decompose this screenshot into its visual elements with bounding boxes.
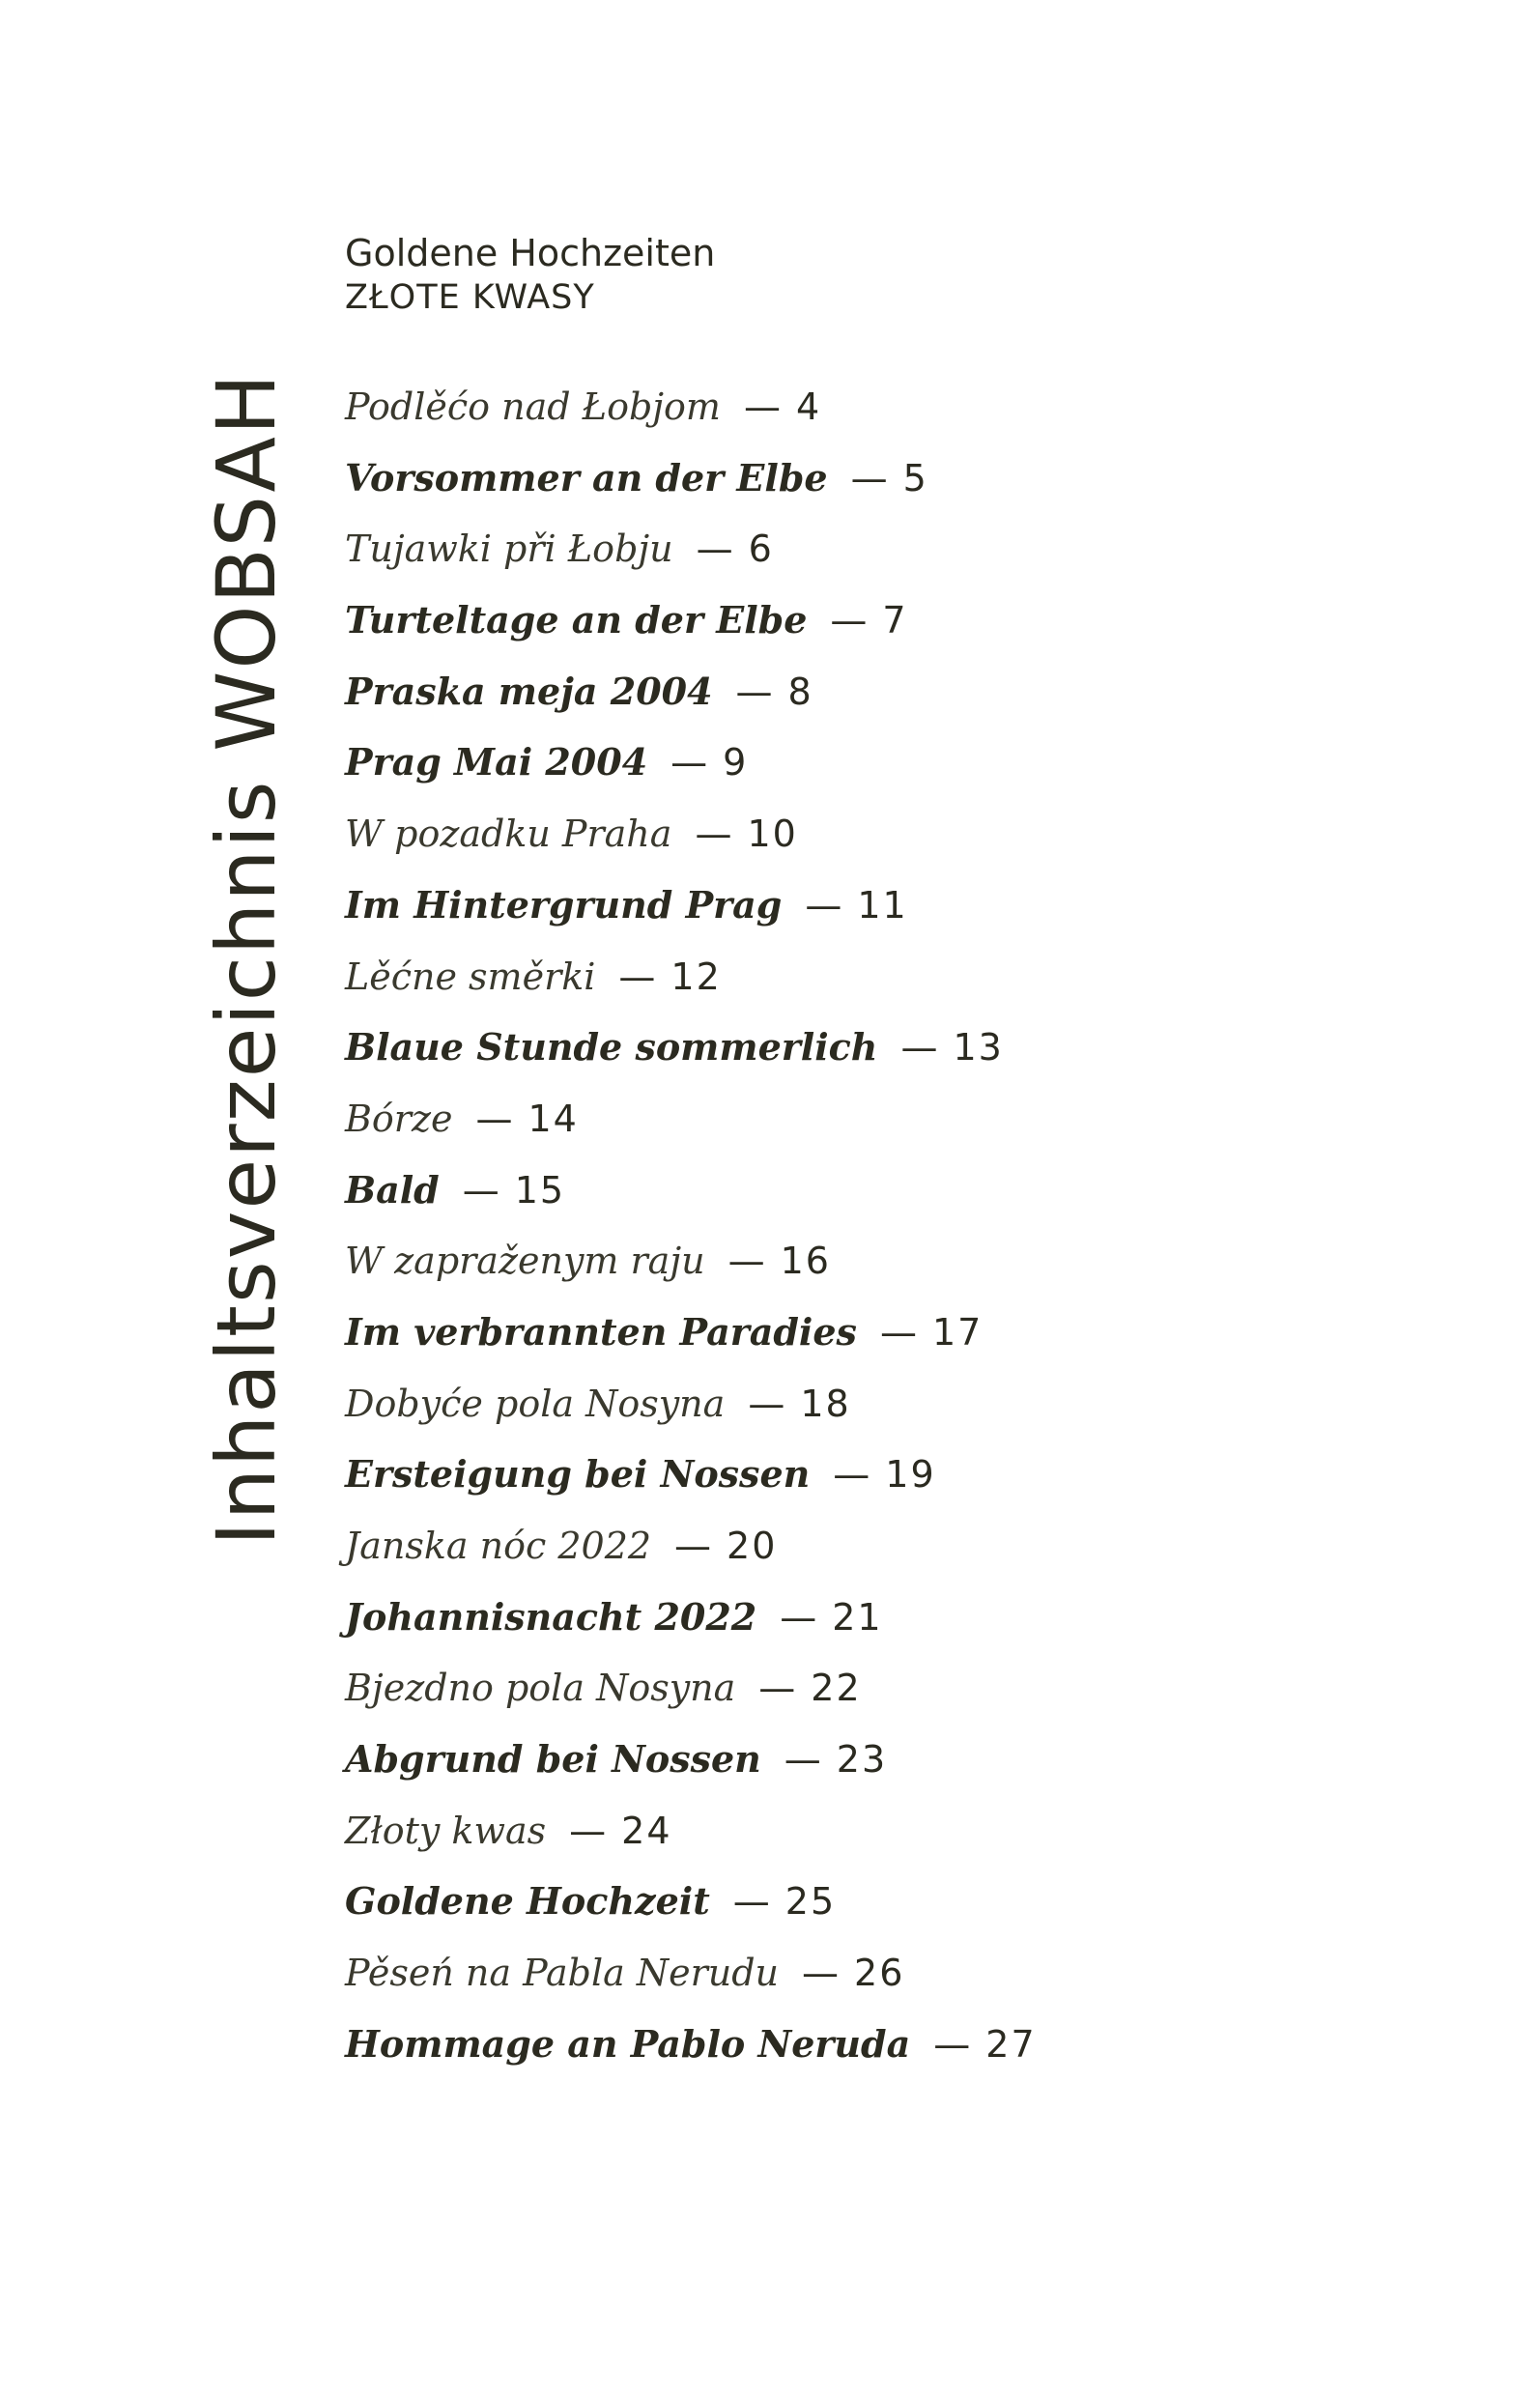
toc-entry-page-number: 18: [800, 1382, 851, 1425]
toc-entry-title: Goldene Hochzeit: [345, 1879, 710, 1924]
toc-entry-separator: —: [695, 813, 732, 856]
toc-entry-title: W zapraženym raju: [345, 1240, 705, 1283]
toc-entry[interactable]: [345, 452, 1037, 524]
toc-entry-separator: —: [475, 1097, 513, 1140]
toc-entry-page-number: 11: [857, 883, 908, 927]
toc-entry-title: Bórze: [345, 1097, 453, 1140]
toc-entry[interactable]: [345, 1805, 1037, 1876]
header-title-german: Goldene Hochzeiten: [345, 232, 716, 274]
toc-entry[interactable]: [345, 1164, 1037, 1236]
toc-entry-separator: —: [784, 1738, 821, 1782]
toc-entry-page-number: 25: [784, 1880, 837, 1924]
toc-entry[interactable]: [345, 879, 1037, 951]
toc-entry-separator: —: [462, 1168, 499, 1212]
toc-entry-page-number: 7: [882, 599, 908, 642]
toc-entry-separator: —: [805, 883, 842, 927]
toc-entry-separator: —: [618, 955, 656, 998]
toc-entry-title: Tujawki při Łobju: [345, 528, 673, 571]
toc-entry-separator: —: [569, 1809, 607, 1852]
toc-entry[interactable]: [345, 1947, 1037, 2018]
toc-entry-title: Pěseń na Pabla Nerudu: [345, 1952, 780, 1995]
toc-entry-page-number: 4: [795, 385, 822, 428]
toc-entry-title: Vorsommer an der Elbe: [345, 455, 828, 499]
toc-entry-page-number: 27: [985, 2022, 1037, 2066]
toc-entry-title: Abgrund bei Nossen: [345, 1737, 761, 1782]
toc-entry-separator: —: [802, 1952, 840, 1995]
toc-entry[interactable]: [345, 523, 1037, 594]
toc-entry-title: Blaue Stunde sommerlich: [345, 1025, 878, 1070]
table-of-contents: [345, 381, 1037, 2090]
toc-entry-separator: —: [727, 1240, 765, 1283]
toc-entry[interactable]: [345, 1093, 1037, 1164]
toc-entry-separator: —: [780, 1595, 817, 1639]
toc-entry-page-number: 23: [836, 1738, 888, 1782]
toc-entry[interactable]: [345, 1235, 1037, 1306]
toc-entry-title: Podlěćo nad Łobjom: [345, 385, 721, 428]
toc-entry-separator: —: [758, 1667, 796, 1710]
toc-entry[interactable]: [345, 1875, 1037, 1947]
toc-entry-separator: —: [674, 1525, 712, 1567]
toc-entry[interactable]: [345, 2018, 1037, 2090]
toc-entry-separator: —: [696, 528, 733, 571]
toc-entry-title: Turteltage an der Elbe: [345, 598, 808, 642]
toc-entry[interactable]: [345, 1520, 1037, 1591]
toc-entry-page-number: 24: [621, 1809, 672, 1852]
toc-entry-title: Złoty kwas: [345, 1809, 547, 1852]
toc-entry-separator: —: [850, 456, 888, 499]
side-title: Inhaltsverzeichnis WOBSAH: [199, 371, 294, 1546]
toc-entry-page-number: 16: [780, 1240, 831, 1283]
toc-entry[interactable]: [345, 666, 1037, 737]
toc-entry[interactable]: [345, 1591, 1037, 1663]
toc-entry-separator: —: [735, 670, 773, 713]
toc-entry-title: Im Hintergrund Prag: [345, 882, 783, 927]
toc-entry-separator: —: [900, 1026, 938, 1070]
toc-entry-title: Praska meja 2004: [345, 669, 713, 713]
toc-entry-page-number: 21: [832, 1595, 883, 1639]
toc-entry-title: Lěćne směrki: [345, 955, 596, 998]
toc-entry-title: Im verbrannten Paradies: [345, 1309, 857, 1354]
toc-entry-separator: —: [879, 1310, 917, 1354]
toc-entry-title: Hommage an Pablo Neruda: [345, 2021, 911, 2066]
toc-entry[interactable]: [345, 381, 1037, 452]
toc-header: [345, 230, 715, 319]
toc-entry-title: Janska nóc 2022: [345, 1525, 652, 1567]
toc-entry-page-number: 14: [528, 1097, 579, 1140]
toc-entry-page-number: 13: [953, 1026, 1004, 1070]
toc-entry-title: Bjezdno pola Nosyna: [345, 1667, 736, 1710]
toc-entry[interactable]: [345, 594, 1037, 666]
toc-entry-page-number: 6: [748, 528, 774, 571]
toc-entry-page-number: 5: [902, 456, 928, 499]
toc-entry-title: Bald: [345, 1167, 440, 1212]
toc-entry-page-number: 10: [747, 813, 798, 856]
toc-entry-separator: —: [670, 741, 708, 784]
toc-entry-title: Prag Mai 2004: [345, 740, 648, 784]
toc-entry[interactable]: [345, 1733, 1037, 1805]
toc-entry-page-number: 12: [670, 955, 722, 998]
toc-entry-page-number: 26: [854, 1952, 905, 1995]
toc-entry[interactable]: [345, 1662, 1037, 1733]
toc-entry[interactable]: [345, 1448, 1037, 1520]
toc-entry[interactable]: [345, 1021, 1037, 1093]
toc-entry-separator: —: [830, 599, 868, 642]
toc-entry-title: Johannisnacht 2022: [345, 1594, 757, 1639]
toc-entry-page-number: 15: [514, 1168, 566, 1212]
toc-entry[interactable]: [345, 1378, 1037, 1449]
toc-entry-page-number: 20: [727, 1525, 778, 1567]
toc-entry[interactable]: [345, 1306, 1037, 1378]
toc-entry-separator: —: [748, 1382, 785, 1425]
toc-entry-title: W pozadku Praha: [345, 813, 672, 856]
toc-entry-title: Ersteigung bei Nossen: [345, 1452, 811, 1497]
toc-entry-separator: —: [743, 385, 781, 428]
toc-entry-page-number: 8: [787, 670, 813, 713]
toc-entry-separator: —: [732, 1880, 770, 1924]
toc-entry[interactable]: [345, 808, 1037, 879]
toc-entry[interactable]: [345, 736, 1037, 808]
toc-entry[interactable]: [345, 951, 1037, 1022]
toc-entry-separator: —: [833, 1453, 870, 1497]
toc-entry-page-number: 19: [885, 1453, 936, 1497]
toc-entry-page-number: 9: [723, 741, 749, 784]
header-title-sorbian: ZŁOTE KWASY: [345, 278, 595, 317]
toc-entry-title: Dobyće pola Nosyna: [345, 1382, 726, 1425]
toc-entry-page-number: 22: [811, 1667, 862, 1710]
toc-entry-page-number: 17: [931, 1310, 984, 1354]
toc-entry-separator: —: [933, 2022, 971, 2066]
